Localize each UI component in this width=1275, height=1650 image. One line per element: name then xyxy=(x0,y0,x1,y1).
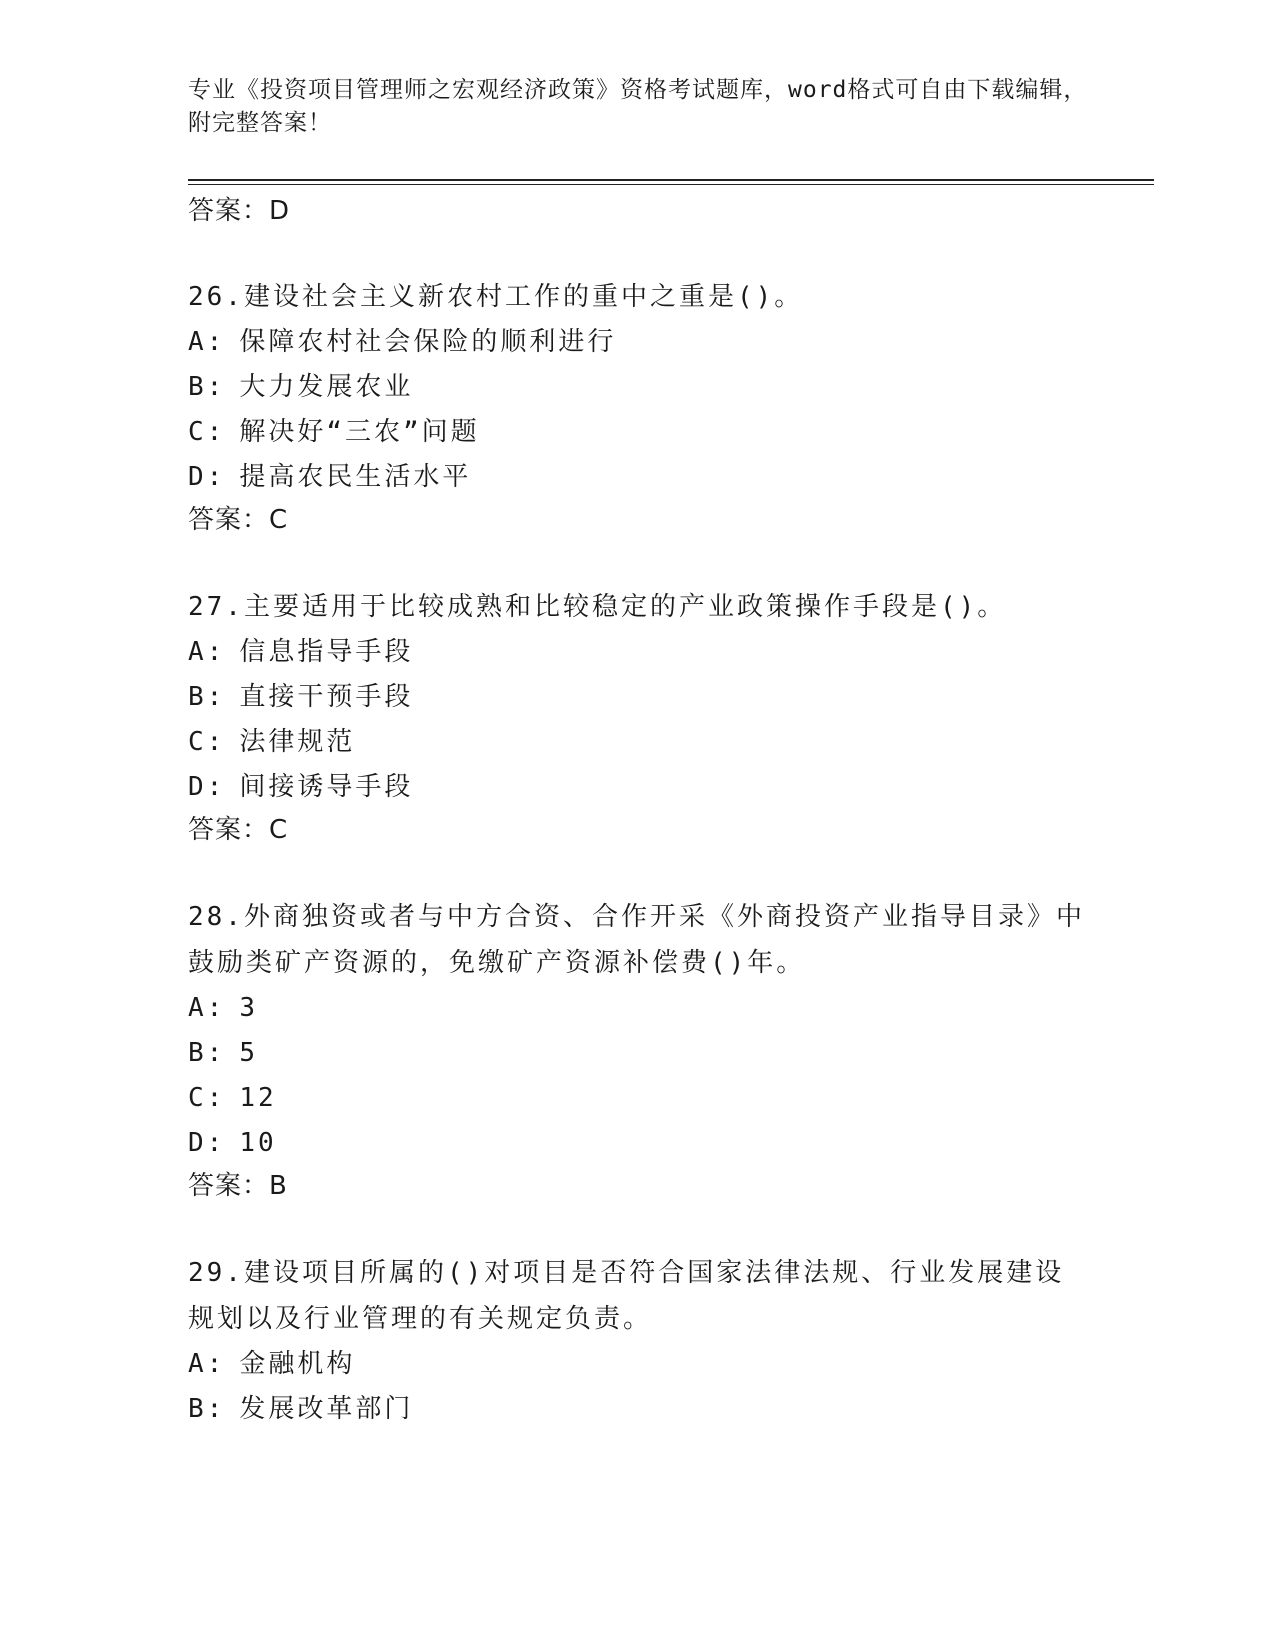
question-27 xyxy=(188,584,1088,850)
header-rule-thin xyxy=(188,184,1154,185)
option-d: D: 10 xyxy=(188,1128,277,1158)
question-28 xyxy=(188,894,1088,1206)
option-a: A: 保障农村社会保险的顺利进行 xyxy=(188,327,617,357)
question-content xyxy=(188,191,1088,1432)
option-c: C: 解决好“三农”问题 xyxy=(188,417,480,447)
answer-26: 答案：C xyxy=(188,505,289,535)
question-29 xyxy=(188,1250,1088,1432)
option-b: B: 直接干预手段 xyxy=(188,682,414,712)
top-answer: 答案：D xyxy=(188,196,291,226)
question-stem: 28.外商独资或者与中方合资、合作开采《外商投资产业指导目录》中鼓励类矿产资源的，免缴矿产资源补偿费()年。 xyxy=(188,902,1085,978)
answer-28: 答案：B xyxy=(188,1171,288,1201)
option-c: C: 法律规范 xyxy=(188,727,356,757)
option-d: D: 间接诱导手段 xyxy=(188,772,414,802)
header-rule-thick xyxy=(188,179,1154,181)
option-b: B: 发展改革部门 xyxy=(188,1394,414,1424)
option-c: C: 12 xyxy=(188,1083,277,1113)
answer-27: 答案：C xyxy=(188,815,289,845)
option-d: D: 提高农民生活水平 xyxy=(188,462,472,492)
option-b: B: 大力发展农业 xyxy=(188,372,414,402)
option-a: A: 信息指导手段 xyxy=(188,637,414,667)
option-b: B: 5 xyxy=(188,1038,258,1068)
question-stem: 27.主要适用于比较成熟和比较稳定的产业政策操作手段是()。 xyxy=(188,592,1007,622)
document-header: 专业《投资项目管理师之宏观经济政策》资格考试题库，word格式可自由下载编辑，附完整答案！ xyxy=(188,77,1088,136)
question-stem: 26.建设社会主义新农村工作的重中之重是()。 xyxy=(188,282,804,312)
question-stem: 29.建设项目所属的()对项目是否符合国家法律法规、行业发展建设规划以及行业管理的有关规定负责。 xyxy=(188,1258,1065,1334)
option-a: A: 金融机构 xyxy=(188,1349,356,1379)
option-a: A: 3 xyxy=(188,993,258,1023)
question-26 xyxy=(188,274,1088,540)
